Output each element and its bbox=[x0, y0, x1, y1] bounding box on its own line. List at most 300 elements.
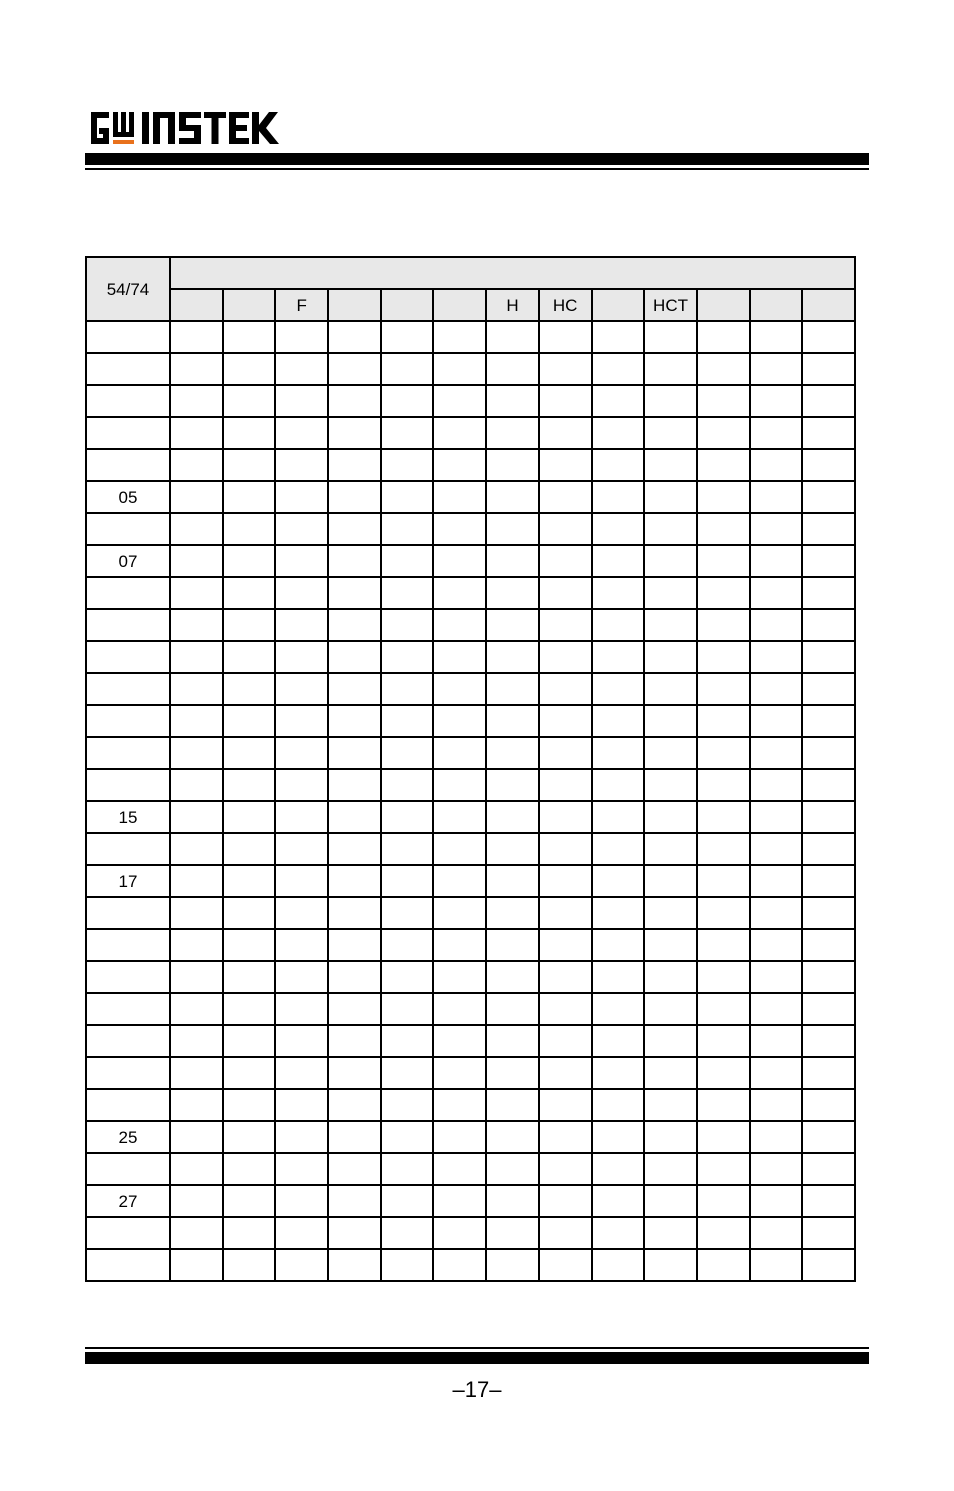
table-cell bbox=[802, 417, 855, 449]
table-row bbox=[86, 545, 855, 577]
table-cell bbox=[539, 897, 592, 929]
table-cell bbox=[170, 641, 223, 673]
row-label-cell bbox=[86, 1217, 170, 1249]
table-cell bbox=[697, 1089, 750, 1121]
table-cell bbox=[539, 833, 592, 865]
table-cell bbox=[433, 929, 486, 961]
table-cell bbox=[750, 801, 803, 833]
table-cell bbox=[592, 417, 645, 449]
row-label-cell: 27 bbox=[86, 1185, 170, 1217]
family-header-cell bbox=[223, 289, 276, 321]
table-cell bbox=[697, 1153, 750, 1185]
table-cell bbox=[328, 961, 381, 993]
table-cell bbox=[486, 1249, 539, 1281]
table-cell bbox=[170, 865, 223, 897]
table-cell bbox=[750, 609, 803, 641]
table-cell bbox=[644, 609, 697, 641]
table-cell bbox=[697, 769, 750, 801]
table-cell bbox=[170, 1121, 223, 1153]
table-cell bbox=[328, 833, 381, 865]
table-cell bbox=[433, 801, 486, 833]
table-cell bbox=[644, 449, 697, 481]
brand-logo bbox=[85, 108, 281, 148]
table-cell bbox=[802, 737, 855, 769]
table-cell bbox=[697, 865, 750, 897]
table-cell bbox=[275, 1121, 328, 1153]
gw-instek-logo-icon bbox=[85, 108, 281, 148]
row-label-cell bbox=[86, 1249, 170, 1281]
family-header-cell bbox=[433, 289, 486, 321]
table-cell bbox=[644, 353, 697, 385]
table-cell bbox=[381, 481, 434, 513]
table-cell bbox=[170, 673, 223, 705]
table-cell bbox=[697, 513, 750, 545]
table-row bbox=[86, 1217, 855, 1249]
table-cell bbox=[433, 545, 486, 577]
table-row bbox=[86, 1089, 855, 1121]
row-label-cell bbox=[86, 993, 170, 1025]
table-cell bbox=[328, 481, 381, 513]
table-cell bbox=[750, 1249, 803, 1281]
table-cell bbox=[802, 801, 855, 833]
table-cell bbox=[750, 897, 803, 929]
table-cell bbox=[592, 1249, 645, 1281]
table-cell bbox=[433, 1217, 486, 1249]
table-row bbox=[86, 833, 855, 865]
table-cell bbox=[644, 577, 697, 609]
table-cell bbox=[750, 865, 803, 897]
table-cell bbox=[802, 545, 855, 577]
row-label-cell: 07 bbox=[86, 545, 170, 577]
table-cell bbox=[170, 609, 223, 641]
table-row bbox=[86, 801, 855, 833]
table-cell bbox=[697, 1025, 750, 1057]
table-cell bbox=[592, 737, 645, 769]
table-cell bbox=[486, 961, 539, 993]
table-cell bbox=[275, 353, 328, 385]
table-cell bbox=[223, 609, 276, 641]
table-cell bbox=[592, 1185, 645, 1217]
table-cell bbox=[802, 769, 855, 801]
table-row bbox=[86, 865, 855, 897]
table-cell bbox=[592, 641, 645, 673]
table-cell bbox=[170, 1153, 223, 1185]
table-cell bbox=[539, 1057, 592, 1089]
table-cell bbox=[697, 1057, 750, 1089]
logo-accent bbox=[113, 140, 134, 144]
table-cell bbox=[223, 993, 276, 1025]
table-cell bbox=[539, 865, 592, 897]
table-cell bbox=[328, 993, 381, 1025]
table-cell bbox=[592, 513, 645, 545]
table-cell bbox=[223, 353, 276, 385]
table-cell bbox=[697, 737, 750, 769]
row-label-cell bbox=[86, 513, 170, 545]
table-cell bbox=[750, 353, 803, 385]
table-row bbox=[86, 353, 855, 385]
table-cell bbox=[381, 961, 434, 993]
table-cell bbox=[697, 993, 750, 1025]
table-cell bbox=[328, 321, 381, 353]
table-cell bbox=[697, 801, 750, 833]
table-cell bbox=[223, 673, 276, 705]
table-cell bbox=[802, 449, 855, 481]
table-cell bbox=[275, 929, 328, 961]
table-cell bbox=[644, 961, 697, 993]
table-cell bbox=[486, 1057, 539, 1089]
table-cell bbox=[486, 705, 539, 737]
row-label-cell bbox=[86, 1153, 170, 1185]
table-cell bbox=[539, 641, 592, 673]
row-label-cell: 17 bbox=[86, 865, 170, 897]
table-row bbox=[86, 1153, 855, 1185]
table-cell bbox=[539, 801, 592, 833]
table-cell bbox=[697, 897, 750, 929]
table-cell bbox=[275, 449, 328, 481]
table-cell bbox=[381, 609, 434, 641]
table-row bbox=[86, 1121, 855, 1153]
table-cell bbox=[644, 897, 697, 929]
table-cell bbox=[592, 353, 645, 385]
table-cell bbox=[275, 1057, 328, 1089]
table-cell bbox=[697, 577, 750, 609]
row-label-cell bbox=[86, 961, 170, 993]
row-label-cell bbox=[86, 1089, 170, 1121]
table-cell bbox=[328, 705, 381, 737]
table-cell bbox=[381, 1089, 434, 1121]
table-cell bbox=[381, 1121, 434, 1153]
table-cell bbox=[802, 833, 855, 865]
row-label-cell bbox=[86, 1057, 170, 1089]
table-cell bbox=[644, 737, 697, 769]
table-cell bbox=[170, 897, 223, 929]
table-cell bbox=[802, 1025, 855, 1057]
table-row bbox=[86, 961, 855, 993]
table-cell bbox=[750, 1185, 803, 1217]
table-cell bbox=[433, 353, 486, 385]
table-cell bbox=[170, 353, 223, 385]
table-cell bbox=[486, 1185, 539, 1217]
table-cell bbox=[328, 545, 381, 577]
table-cell bbox=[486, 769, 539, 801]
table-cell bbox=[486, 673, 539, 705]
family-header-cell: H bbox=[486, 289, 539, 321]
table-cell bbox=[328, 1153, 381, 1185]
table-cell bbox=[275, 1025, 328, 1057]
table-cell bbox=[697, 449, 750, 481]
table-cell bbox=[328, 897, 381, 929]
table-cell bbox=[486, 353, 539, 385]
table-cell bbox=[381, 321, 434, 353]
table-cell bbox=[802, 1121, 855, 1153]
table-cell bbox=[802, 1089, 855, 1121]
table-row bbox=[86, 929, 855, 961]
table-cell bbox=[697, 705, 750, 737]
table-cell bbox=[592, 545, 645, 577]
table-cell bbox=[539, 993, 592, 1025]
table-cell bbox=[328, 1185, 381, 1217]
table-cell bbox=[381, 1057, 434, 1089]
table-row bbox=[86, 673, 855, 705]
table-cell bbox=[275, 1217, 328, 1249]
table-cell bbox=[275, 385, 328, 417]
table-cell bbox=[539, 705, 592, 737]
table-row bbox=[86, 897, 855, 929]
table-cell bbox=[486, 417, 539, 449]
table-cell bbox=[486, 801, 539, 833]
table-cell bbox=[539, 673, 592, 705]
family-group-header bbox=[170, 257, 855, 289]
row-label-cell bbox=[86, 577, 170, 609]
table-cell bbox=[275, 545, 328, 577]
table-cell bbox=[275, 1089, 328, 1121]
table-cell bbox=[381, 417, 434, 449]
table-cell bbox=[433, 641, 486, 673]
table-cell bbox=[644, 833, 697, 865]
row-label-cell bbox=[86, 737, 170, 769]
table-cell bbox=[592, 961, 645, 993]
table-cell bbox=[750, 1025, 803, 1057]
table-cell bbox=[802, 353, 855, 385]
header-rule-thin bbox=[85, 168, 869, 170]
table-cell bbox=[328, 673, 381, 705]
table-cell bbox=[223, 737, 276, 769]
table-cell bbox=[223, 513, 276, 545]
table-cell bbox=[750, 513, 803, 545]
row-label-cell bbox=[86, 321, 170, 353]
table-cell bbox=[697, 417, 750, 449]
table-cell bbox=[381, 385, 434, 417]
table-cell bbox=[275, 609, 328, 641]
table-cell bbox=[433, 1057, 486, 1089]
table-row bbox=[86, 737, 855, 769]
table-cell bbox=[223, 929, 276, 961]
table-cell bbox=[486, 833, 539, 865]
table-cell bbox=[381, 737, 434, 769]
table-cell bbox=[223, 833, 276, 865]
table-cell bbox=[381, 801, 434, 833]
table-cell bbox=[486, 545, 539, 577]
row-label-cell bbox=[86, 353, 170, 385]
table-cell bbox=[592, 1057, 645, 1089]
table-cell bbox=[644, 1057, 697, 1089]
table-cell bbox=[170, 1185, 223, 1217]
table-cell bbox=[170, 545, 223, 577]
family-header-cell bbox=[750, 289, 803, 321]
table-cell bbox=[433, 449, 486, 481]
table-cell bbox=[433, 385, 486, 417]
table-cell bbox=[644, 641, 697, 673]
family-header-row bbox=[86, 289, 855, 321]
table-row bbox=[86, 609, 855, 641]
table-cell bbox=[381, 1249, 434, 1281]
table-cell bbox=[433, 737, 486, 769]
table-cell bbox=[539, 321, 592, 353]
table-cell bbox=[433, 481, 486, 513]
table-cell bbox=[644, 385, 697, 417]
table-cell bbox=[539, 1153, 592, 1185]
table-cell bbox=[592, 801, 645, 833]
table-cell bbox=[750, 833, 803, 865]
table-cell bbox=[223, 1153, 276, 1185]
table-cell bbox=[275, 641, 328, 673]
table-cell bbox=[539, 353, 592, 385]
table-cell bbox=[170, 449, 223, 481]
table-cell bbox=[592, 1121, 645, 1153]
table-cell bbox=[223, 641, 276, 673]
table-cell bbox=[275, 1249, 328, 1281]
table-cell bbox=[328, 1121, 381, 1153]
table-cell bbox=[592, 321, 645, 353]
table-row bbox=[86, 513, 855, 545]
table-cell bbox=[539, 609, 592, 641]
table-cell bbox=[486, 321, 539, 353]
table-cell bbox=[644, 705, 697, 737]
table-cell bbox=[328, 1249, 381, 1281]
table-cell bbox=[328, 769, 381, 801]
table-cell bbox=[644, 513, 697, 545]
table-cell bbox=[433, 1121, 486, 1153]
table-cell bbox=[328, 865, 381, 897]
table-cell bbox=[433, 1025, 486, 1057]
table-cell bbox=[592, 385, 645, 417]
table-cell bbox=[644, 993, 697, 1025]
table-cell bbox=[328, 1089, 381, 1121]
table-cell bbox=[644, 1217, 697, 1249]
table-cell bbox=[486, 513, 539, 545]
table-cell bbox=[592, 1153, 645, 1185]
table-cell bbox=[750, 1089, 803, 1121]
table-cell bbox=[644, 1089, 697, 1121]
row-label-cell bbox=[86, 705, 170, 737]
table-cell bbox=[750, 1121, 803, 1153]
table-cell bbox=[328, 609, 381, 641]
table-cell bbox=[802, 705, 855, 737]
table-cell bbox=[275, 321, 328, 353]
table-cell bbox=[170, 1217, 223, 1249]
table-cell bbox=[170, 769, 223, 801]
table-cell bbox=[328, 385, 381, 417]
table-cell bbox=[433, 577, 486, 609]
table-cell bbox=[644, 673, 697, 705]
table-cell bbox=[539, 929, 592, 961]
table-cell bbox=[486, 577, 539, 609]
table-cell bbox=[592, 929, 645, 961]
table-cell bbox=[433, 609, 486, 641]
table-cell bbox=[697, 641, 750, 673]
table-cell bbox=[802, 865, 855, 897]
table-cell bbox=[592, 1089, 645, 1121]
row-label-cell bbox=[86, 833, 170, 865]
table-cell bbox=[802, 673, 855, 705]
table-row bbox=[86, 417, 855, 449]
table-cell bbox=[539, 1249, 592, 1281]
table-cell bbox=[486, 1153, 539, 1185]
table-cell bbox=[328, 1217, 381, 1249]
table-cell bbox=[802, 1249, 855, 1281]
table-cell bbox=[275, 1185, 328, 1217]
row-label-cell: 05 bbox=[86, 481, 170, 513]
table-cell bbox=[697, 1185, 750, 1217]
table-cell bbox=[223, 417, 276, 449]
table-cell bbox=[802, 1153, 855, 1185]
table-cell bbox=[644, 801, 697, 833]
table-cell bbox=[328, 801, 381, 833]
table-cell bbox=[433, 865, 486, 897]
table-cell bbox=[381, 1025, 434, 1057]
corner-cell: 54/74 bbox=[86, 257, 170, 321]
table-cell bbox=[644, 481, 697, 513]
table-row bbox=[86, 705, 855, 737]
table-cell bbox=[539, 1025, 592, 1057]
table-cell bbox=[223, 577, 276, 609]
table-cell bbox=[275, 481, 328, 513]
table-cell bbox=[592, 833, 645, 865]
table-row bbox=[86, 641, 855, 673]
table-cell bbox=[750, 673, 803, 705]
row-label-cell bbox=[86, 641, 170, 673]
table-cell bbox=[592, 449, 645, 481]
table-cell bbox=[170, 321, 223, 353]
table-row bbox=[86, 449, 855, 481]
table-cell bbox=[486, 929, 539, 961]
table-cell bbox=[223, 961, 276, 993]
table-cell bbox=[170, 929, 223, 961]
table-cell bbox=[381, 929, 434, 961]
table-cell bbox=[697, 1121, 750, 1153]
table-cell bbox=[644, 1185, 697, 1217]
table-cell bbox=[275, 513, 328, 545]
table-cell bbox=[223, 897, 276, 929]
family-header-cell bbox=[170, 289, 223, 321]
table-cell bbox=[433, 1249, 486, 1281]
table-cell bbox=[750, 641, 803, 673]
table-cell bbox=[592, 993, 645, 1025]
row-label-cell bbox=[86, 897, 170, 929]
table-cell bbox=[170, 1089, 223, 1121]
family-header-cell bbox=[328, 289, 381, 321]
table-cell bbox=[381, 705, 434, 737]
table-cell bbox=[802, 641, 855, 673]
table-cell bbox=[328, 417, 381, 449]
table-cell bbox=[275, 961, 328, 993]
table-cell bbox=[697, 385, 750, 417]
table-cell bbox=[328, 353, 381, 385]
row-label-cell bbox=[86, 417, 170, 449]
table-cell bbox=[644, 417, 697, 449]
table-cell bbox=[381, 865, 434, 897]
table-cell bbox=[223, 1249, 276, 1281]
family-header-cell bbox=[381, 289, 434, 321]
row-label-cell: 25 bbox=[86, 1121, 170, 1153]
family-header-cell: HCT bbox=[644, 289, 697, 321]
table-cell bbox=[697, 545, 750, 577]
table-cell bbox=[275, 1153, 328, 1185]
table-cell bbox=[592, 673, 645, 705]
table-cell bbox=[539, 545, 592, 577]
table-cell bbox=[539, 385, 592, 417]
table-cell bbox=[750, 929, 803, 961]
table-cell bbox=[433, 833, 486, 865]
table-cell bbox=[802, 481, 855, 513]
table-cell bbox=[275, 417, 328, 449]
table-cell bbox=[170, 1057, 223, 1089]
table-cell bbox=[539, 1185, 592, 1217]
table-cell bbox=[644, 1249, 697, 1281]
table-cell bbox=[381, 1185, 434, 1217]
table-cell bbox=[539, 737, 592, 769]
table-cell bbox=[223, 481, 276, 513]
